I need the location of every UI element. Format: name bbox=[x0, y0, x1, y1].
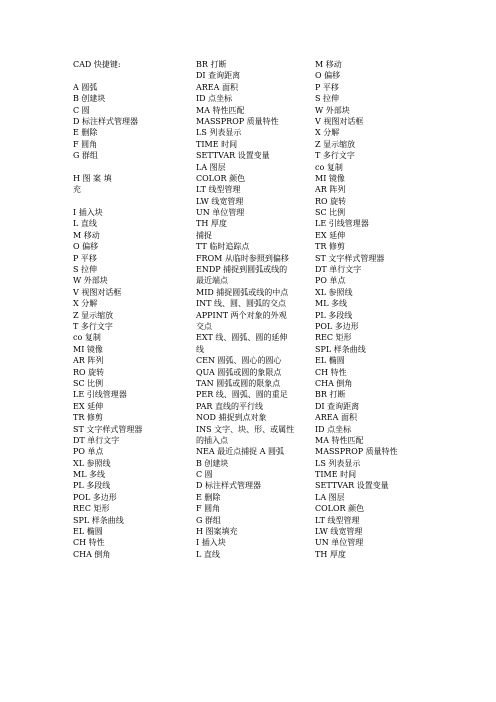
text-line: INS 文字、块、形、或属性 bbox=[196, 424, 295, 434]
text-line: X 分解 bbox=[315, 128, 340, 138]
text-line: SETTVAR 设置变量 bbox=[196, 151, 270, 161]
text-line: TR 修剪 bbox=[315, 242, 345, 252]
text-line: MI 镜像 bbox=[73, 344, 103, 354]
text-line: SETTVAR 设置变量 bbox=[315, 481, 389, 491]
text-line: ST 文字样式管理器 bbox=[315, 253, 385, 263]
text-line: I 插入块 bbox=[196, 538, 226, 548]
text-line: L 直线 bbox=[73, 219, 97, 229]
text-line: LA 图层 bbox=[315, 492, 345, 502]
text-line bbox=[73, 70, 177, 81]
text-line bbox=[73, 162, 177, 173]
text-line: ML 多线 bbox=[315, 299, 348, 309]
text-line: NOD 捕捉到点对象 bbox=[196, 413, 267, 423]
text-line: LT 线型管理 bbox=[196, 185, 241, 195]
text-line: D 标注样式管理器 bbox=[73, 116, 138, 126]
text-line: FROM 从临时参照到偏移 bbox=[196, 253, 289, 263]
text-line: UN 单位管理 bbox=[315, 538, 364, 548]
text-line: E 删除 bbox=[73, 128, 98, 138]
text-line: G 群组 bbox=[196, 515, 221, 525]
text-line: 的插入点 bbox=[196, 435, 228, 445]
text-line: LA 图层 bbox=[196, 162, 226, 172]
text-line: CH 特性 bbox=[315, 367, 347, 377]
text-line: E 删除 bbox=[196, 492, 221, 502]
text-line: F 圆角 bbox=[196, 504, 221, 514]
text-line: 交点 bbox=[196, 321, 212, 331]
text-line: LW 线宽管理 bbox=[315, 527, 363, 537]
text-line: A 圆弧 bbox=[73, 82, 98, 92]
text-line: POL 多边形 bbox=[315, 321, 359, 331]
text-line: XL 参照线 bbox=[315, 287, 353, 297]
text-line: TIME 时间 bbox=[315, 470, 357, 480]
text-line: BR 打断 bbox=[196, 60, 227, 69]
text-line: EX 延伸 bbox=[73, 401, 104, 411]
text-line: I 插入块 bbox=[73, 208, 103, 218]
text-line: COLOR 颜色 bbox=[315, 504, 365, 514]
text-line: DT 单行文字 bbox=[315, 265, 362, 275]
text-line: CHA 倒角 bbox=[73, 549, 111, 559]
text-line: MASSPROP 质量特性 bbox=[196, 116, 279, 126]
text-line: LE 引线管理器 bbox=[315, 219, 369, 229]
text-line: LS 列表显示 bbox=[196, 128, 242, 138]
text-line: PER 线、圆弧、圆的重足 bbox=[196, 390, 288, 400]
text-line: C 圆 bbox=[73, 105, 90, 115]
text-line: M 移动 bbox=[73, 230, 100, 240]
text-line: W 外部块 bbox=[73, 276, 108, 286]
text-line: 充 bbox=[73, 185, 81, 195]
text-line: ID 点坐标 bbox=[196, 94, 233, 104]
text-line: ID 点坐标 bbox=[315, 424, 352, 434]
text-line: RO 旋转 bbox=[73, 367, 105, 377]
text-line: TH 厚度 bbox=[196, 219, 227, 229]
text-line: MA 特性匹配 bbox=[315, 435, 364, 445]
text-line: W 外部块 bbox=[315, 105, 350, 115]
text-line: XL 参照线 bbox=[73, 458, 111, 468]
text-line: NEA 最近点捕捉 A 圆弧 bbox=[196, 447, 285, 457]
text-line: BR 打断 bbox=[315, 390, 346, 400]
text-line: EL 椭圆 bbox=[315, 356, 345, 366]
text-line: AR 阵列 bbox=[315, 185, 346, 195]
text-line: AREA 面积 bbox=[196, 82, 238, 92]
text-line: Z 显示缩放 bbox=[73, 310, 114, 320]
text-line: O 偏移 bbox=[73, 242, 99, 252]
text-line: EL 椭圆 bbox=[73, 527, 103, 537]
text-line: SC 比例 bbox=[73, 378, 104, 388]
text-column-2 bbox=[196, 59, 300, 560]
text-line: AR 阵列 bbox=[73, 356, 104, 366]
text-line: F 圆角 bbox=[73, 139, 98, 149]
text-line: co 复制 bbox=[315, 162, 343, 172]
text-line: H 图 案 填 bbox=[73, 173, 112, 183]
text-line: SPL 样条曲线 bbox=[73, 515, 124, 525]
text-line: ML 多线 bbox=[73, 470, 106, 480]
text-line: LS 列表显示 bbox=[315, 458, 361, 468]
text-line: RO 旋转 bbox=[315, 196, 347, 206]
text-line: TIME 时间 bbox=[196, 139, 238, 149]
text-line: CEN 圆弧、圆心的圆心 bbox=[196, 356, 282, 366]
text-line: REC 矩形 bbox=[73, 504, 110, 514]
text-line: MID 捕捉圆弧或线的中点 bbox=[196, 287, 289, 297]
text-line: POL 多边形 bbox=[73, 492, 117, 502]
text-line: TAN 圆弧或圆的限象点 bbox=[196, 378, 281, 388]
text-line: 捕捉 bbox=[196, 230, 212, 240]
text-line: ENDP 捕捉到圆弧或线的 bbox=[196, 265, 288, 275]
text-line: UN 单位管理 bbox=[196, 208, 245, 218]
text-line: MI 镜像 bbox=[315, 173, 345, 183]
text-line: O 偏移 bbox=[315, 71, 341, 81]
text-line: CH 特性 bbox=[73, 538, 105, 548]
text-line: DI 查询距离 bbox=[196, 71, 241, 81]
text-line: TR 修剪 bbox=[73, 413, 103, 423]
text-line: S 拉伸 bbox=[73, 265, 98, 275]
text-line: ST 文字样式管理器 bbox=[73, 424, 143, 434]
text-line: EX 延伸 bbox=[315, 230, 346, 240]
text-column-3 bbox=[315, 59, 419, 560]
text-line: PO 单点 bbox=[73, 447, 104, 457]
text-line: S 拉伸 bbox=[315, 94, 340, 104]
text-line: MASSPROP 质量特性 bbox=[315, 447, 398, 457]
text-line: DT 单行文字 bbox=[73, 435, 120, 445]
text-line: PL 多段线 bbox=[73, 481, 111, 491]
text-line: T 多行文字 bbox=[315, 151, 355, 161]
text-line: H 图案填充 bbox=[196, 527, 238, 537]
text-line: 线 bbox=[196, 344, 204, 354]
text-line: CAD 快捷键: bbox=[73, 60, 121, 69]
text-line: APPINT 两个对象的外观 bbox=[196, 310, 287, 320]
text-line: SC 比例 bbox=[315, 208, 346, 218]
text-line: LW 线宽管理 bbox=[196, 196, 244, 206]
text-line: SPL 样条曲线 bbox=[315, 344, 366, 354]
text-line: C 圆 bbox=[196, 470, 213, 480]
text-line: PO 单点 bbox=[315, 276, 346, 286]
text-line: LE 引线管理器 bbox=[73, 390, 127, 400]
text-column-1 bbox=[73, 59, 177, 560]
text-line: DI 查询距离 bbox=[315, 401, 360, 411]
text-line: B 创建块 bbox=[73, 94, 106, 104]
text-line: CHA 倒角 bbox=[315, 378, 353, 388]
text-line: PAR 直线的平行线 bbox=[196, 401, 263, 411]
text-line: LT 线型管理 bbox=[315, 515, 360, 525]
text-line: V 视图对话框 bbox=[73, 287, 122, 297]
text-line: T 多行文字 bbox=[73, 321, 113, 331]
text-line: TH 厚度 bbox=[315, 549, 346, 559]
text-line: P 平移 bbox=[315, 82, 339, 92]
text-line: QUA 圆弧或圆的象限点 bbox=[196, 367, 282, 377]
text-line: M 移动 bbox=[315, 60, 342, 69]
text-line: P 平移 bbox=[73, 253, 97, 263]
text-line: COLOR 颜色 bbox=[196, 173, 246, 183]
text-line: V 视图对话框 bbox=[315, 116, 364, 126]
text-line: AREA 面积 bbox=[315, 413, 357, 423]
text-line: co 复制 bbox=[73, 333, 101, 343]
text-line: G 群组 bbox=[73, 151, 98, 161]
text-line: REC 矩形 bbox=[315, 333, 352, 343]
text-line: EXT 线、圆弧、圆的延伸 bbox=[196, 333, 288, 343]
text-line: X 分解 bbox=[73, 299, 98, 309]
text-line: TT 临时追踪点 bbox=[196, 242, 250, 252]
text-line: Z 显示缩放 bbox=[315, 139, 356, 149]
text-line bbox=[73, 196, 177, 207]
text-line: MA 特性匹配 bbox=[196, 105, 245, 115]
text-line: INT 线、圆、圆弧的交点 bbox=[196, 299, 287, 309]
text-line: PL 多段线 bbox=[315, 310, 353, 320]
text-line: L 直线 bbox=[196, 549, 220, 559]
text-line: 最近端点 bbox=[196, 276, 228, 286]
text-line: D 标注样式管理器 bbox=[196, 481, 261, 491]
text-line: B 创建块 bbox=[196, 458, 229, 468]
